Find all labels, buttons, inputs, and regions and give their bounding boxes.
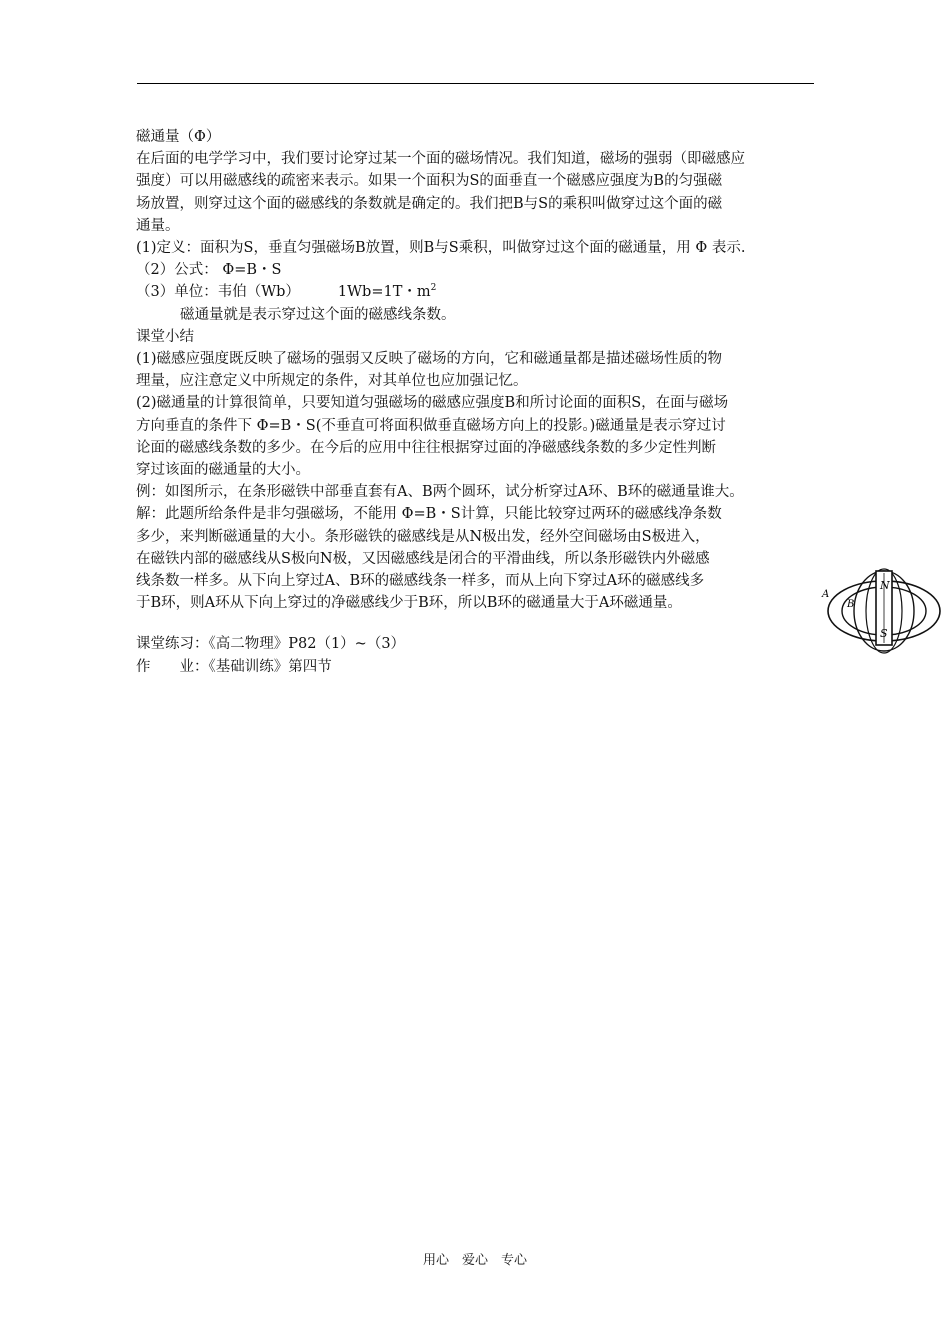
solution-line: 多少，来判断磁通量的大小。条形磁铁的磁感线是从N极出发，经外空间磁场由S极进入， (136, 528, 710, 545)
label-n: N (880, 579, 890, 592)
summary-line: 方向垂直的条件下 Φ=B・S(不垂直可将面积做垂直磁场方向上的投影。)磁通量是表示穿过讨 (136, 417, 726, 434)
summary-title: 课堂小结 (136, 328, 194, 345)
unit-equation: 1Wb=1T・m (337, 284, 431, 301)
summary-line: (2)磁通量的计算很简单，只要知道匀强磁场的磁感应强度B和所讨论面的面积S，在面与磁场 (136, 395, 729, 412)
meaning: 磁通量就是表示穿过这个面的磁感线条数。 (180, 306, 456, 323)
example: 例：如图所示，在条形磁铁中部垂直套有A、B两个圆环，试分析穿过A环、B环的磁通量谁大。 (136, 484, 744, 501)
summary-line: 穿过该面的磁通量的大小。 (136, 462, 310, 479)
intro-line: 在后面的电学学习中，我们要讨论穿过某一个面的磁场情况。我们知道，磁场的强弱（即磁感应 (136, 151, 745, 168)
unit-line (136, 281, 816, 303)
solution-line: 在磁铁内部的磁感线从S极向N极，又因磁感线是闭合的平滑曲线，所以条形磁铁内外磁感 (136, 550, 710, 567)
solution-line: 解：此题所给条件是非匀强磁场，不能用 Φ=B・S计算，只能比较穿过两环的磁感线净条数 (136, 506, 722, 523)
unit-label: （3）单位：韦伯（Wb） (136, 284, 300, 301)
label-a: A (822, 589, 830, 600)
section-title: 磁通量（Φ） (136, 129, 221, 145)
summary-line: (1)磁感应强度既反映了磁场的强弱又反映了磁场的方向，它和磁通量都是描述磁场性质的物 (136, 351, 723, 368)
label-s: S (880, 627, 888, 640)
intro-line: 场放置，则穿过这个面的磁感线的条数就是确定的。我们把B与S的乘积叫做穿过这个面的磁 (136, 195, 723, 212)
intro-line: 通量。 (136, 217, 180, 234)
summary-line: 论面的磁感线条数的多少。在今后的应用中往往根据穿过面的净磁感线条数的多少定性判断 (136, 439, 716, 456)
homework: 作 业：《基础训练》第四节 (136, 658, 332, 675)
formula: （2）公式： Φ=B・S (136, 262, 282, 279)
solution-line: 于B环，则A环从下向上穿过的净磁感线少于B环，所以B环的磁通量大于A环磁通量。 (136, 595, 682, 612)
solution-line: 线条数一样多。从下向上穿过A、B环的磁感线条一样多，而从上向下穿过A环的磁感线多 (136, 573, 705, 590)
summary-line: 理量，应注意定义中所规定的条件，对其单位也应加强记忆。 (136, 373, 528, 390)
exercise: 课堂练习：《高二物理》P82（1）~（3） (136, 636, 406, 653)
intro-line: 强度）可以用磁感线的疏密来表示。如果一个面积为S的面垂直一个磁感应强度为B的匀强磁 (136, 173, 723, 190)
definition: (1)定义：面积为S，垂直匀强磁场B放置，则B与S乘积，叫做穿过这个面的磁通量，用 Φ 表示. (136, 240, 746, 257)
document-body (136, 126, 816, 678)
unit-superscript: 2 (430, 283, 437, 294)
magnet-rings-figure (820, 565, 942, 655)
header-rule (137, 83, 814, 84)
page-footer: 用心 爱心 专心 (422, 1253, 527, 1268)
label-b: B (847, 599, 855, 610)
